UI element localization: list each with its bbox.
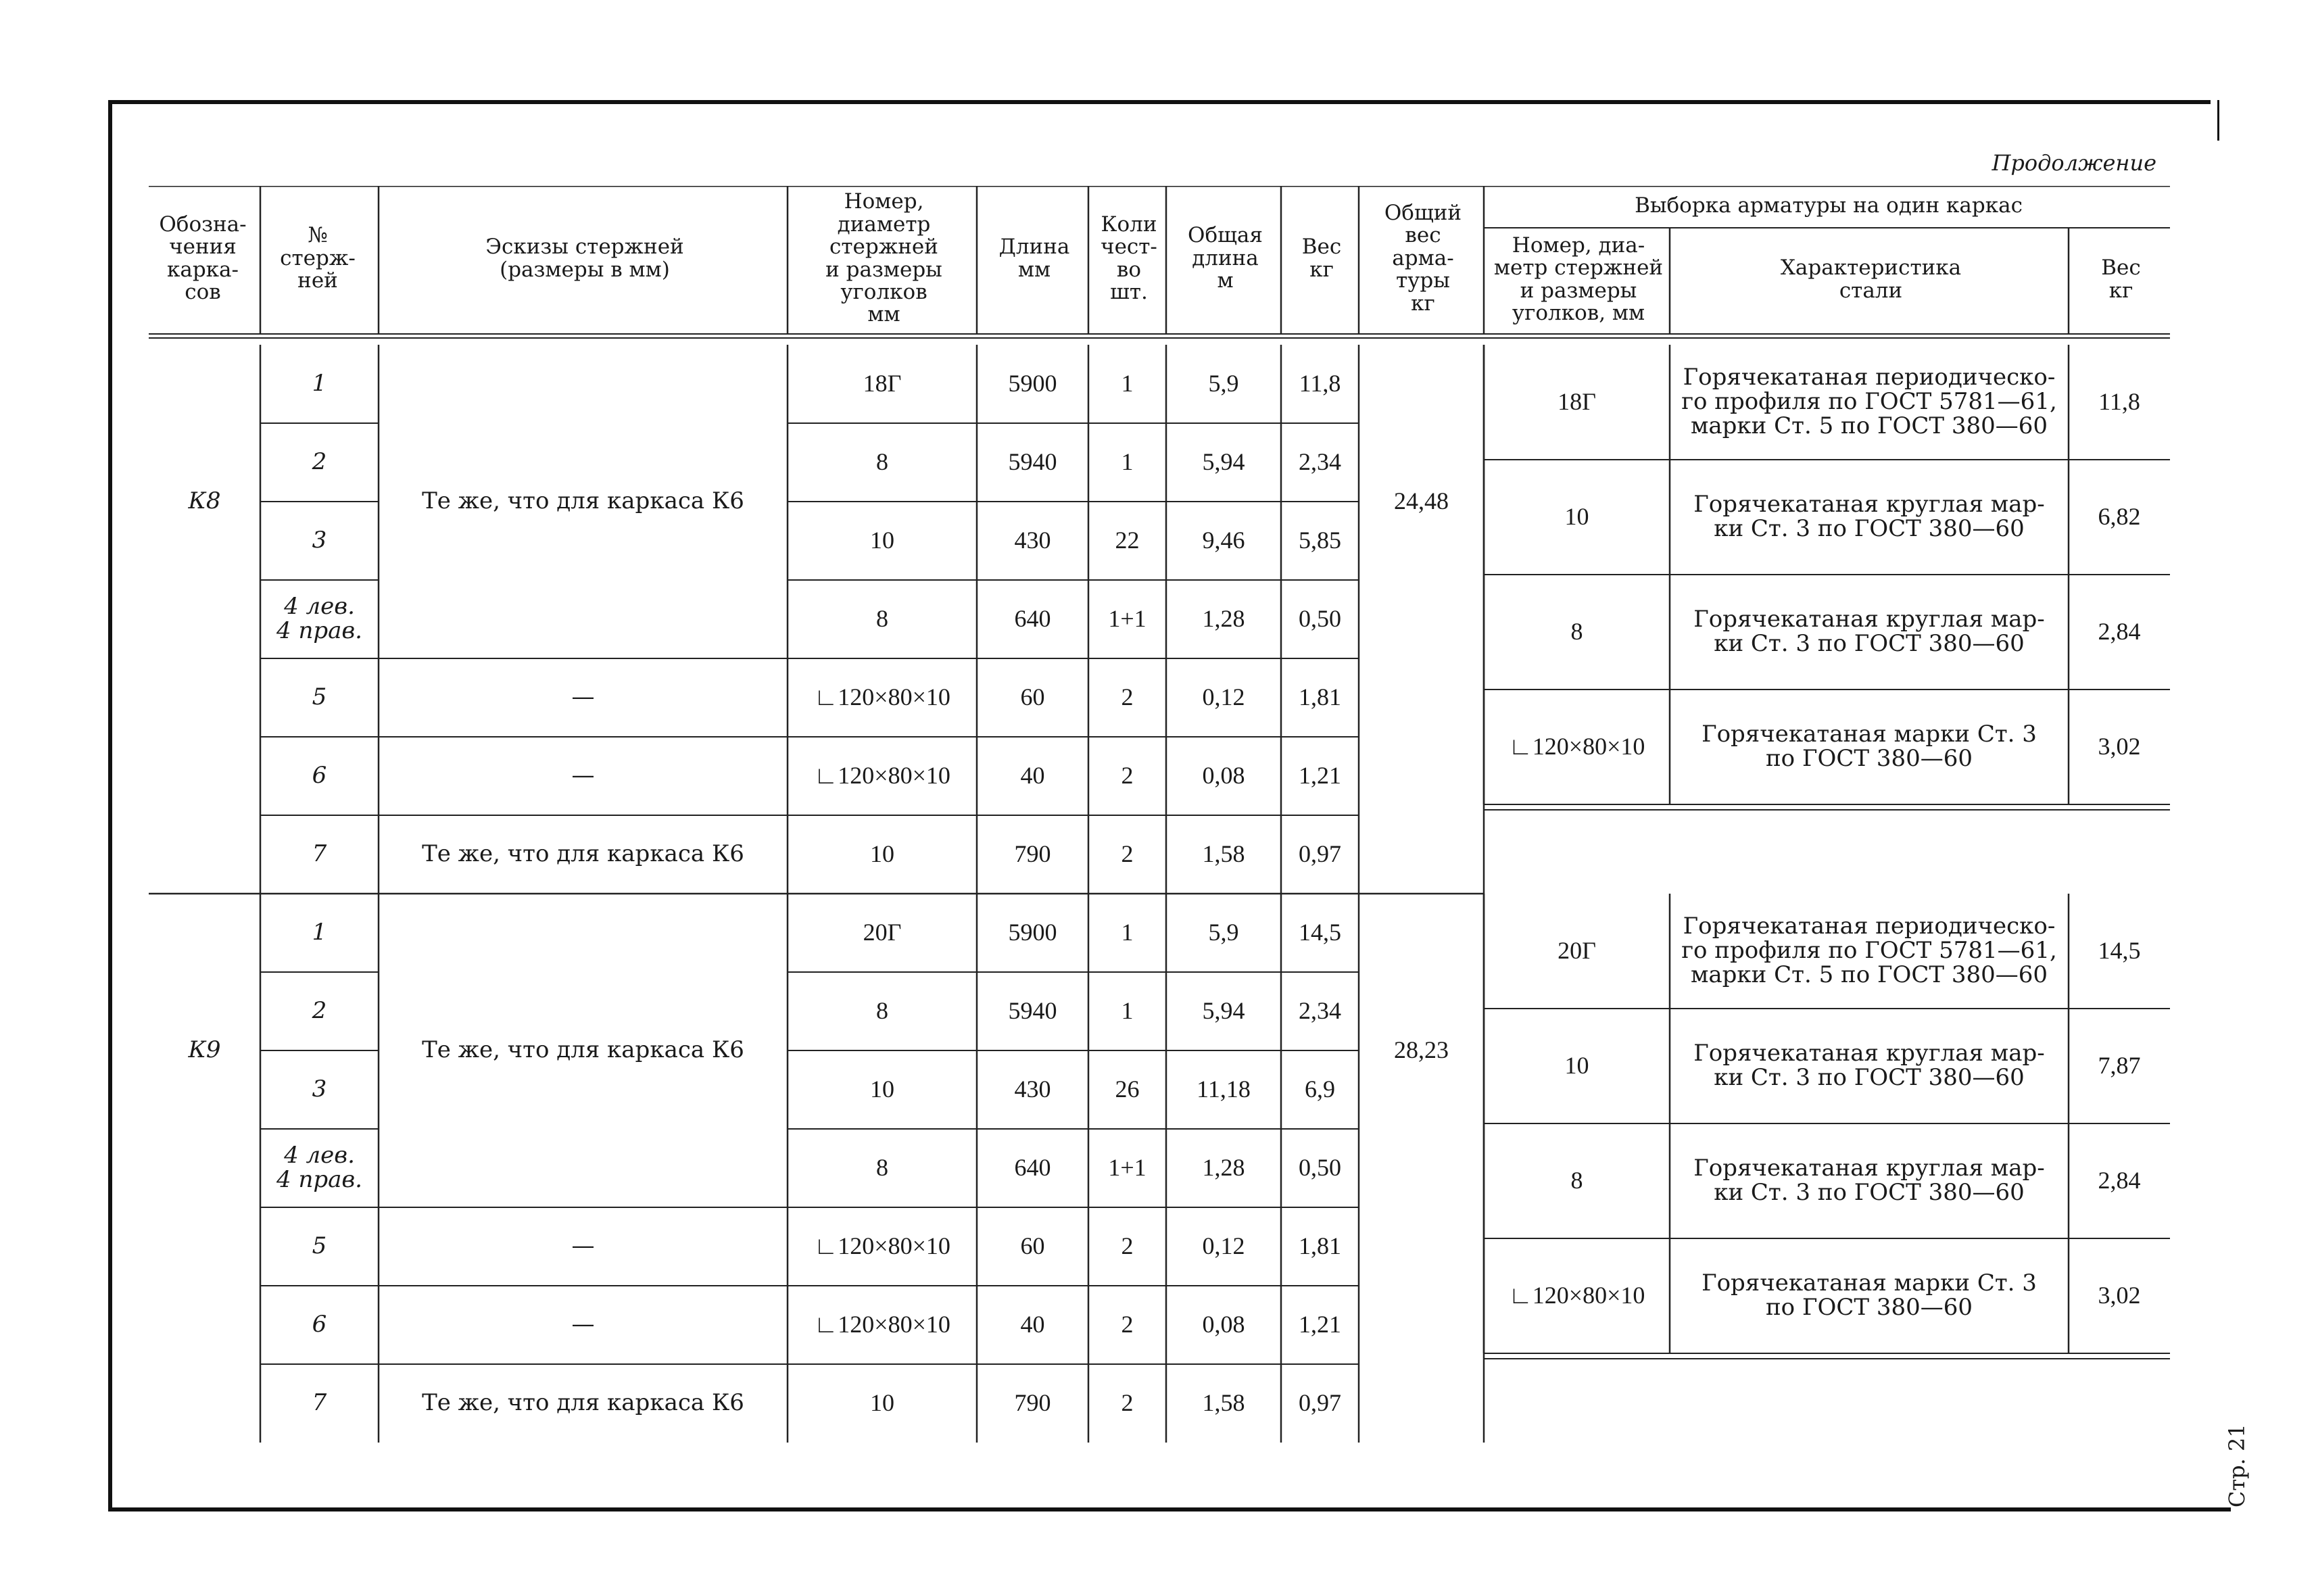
bar-length: 5900 <box>1008 919 1057 946</box>
bar-length: 60 <box>1020 683 1045 711</box>
bar-qty: 26 <box>1115 1075 1140 1103</box>
bar-total-length: 0,08 <box>1202 762 1245 790</box>
sketch-cell: — <box>571 1311 595 1338</box>
bar-weight: 11,8 <box>1299 370 1341 397</box>
bar-weight: 0,50 <box>1299 1154 1341 1182</box>
bar-qty: 22 <box>1115 527 1140 554</box>
sketch-cell: Те же, что для каркаса К6 <box>422 487 744 515</box>
selection-characteristic: Горячекатаная марки Ст. 3 по ГОСТ 380—60 <box>1702 1269 2037 1321</box>
sketch-cell: — <box>571 762 595 790</box>
header-qty: Коли чест- во шт. <box>1101 212 1157 304</box>
selection-weight: 2,84 <box>2098 618 2141 646</box>
bar-total-length: 1,28 <box>1202 1154 1245 1182</box>
selection-characteristic: Горячекатаная круглая мар- ки Ст. 3 по ГОСТ 380—60 <box>1693 491 2045 542</box>
selection-characteristic: Горячекатаная круглая мар- ки Ст. 3 по ГОСТ 380—60 <box>1693 1040 2045 1091</box>
selection-weight: 3,02 <box>2098 733 2141 760</box>
bar-length: 430 <box>1014 1075 1051 1103</box>
bar-number: 6 <box>312 1311 327 1338</box>
bar-total-length: 1,28 <box>1202 605 1245 633</box>
selection-number: 10 <box>1564 503 1589 531</box>
header-weight: Вес кг <box>1301 235 1342 282</box>
bar-qty: 1 <box>1121 448 1134 476</box>
bar-number: 4 лев. 4 прав. <box>276 1142 362 1193</box>
bar-number-size: ∟120×80×10 <box>814 1232 950 1260</box>
frame-total-weight: 28,23 <box>1394 1036 1449 1064</box>
sketch-cell: — <box>571 1232 595 1260</box>
bar-number-size: 8 <box>876 1154 888 1182</box>
header-sketch: Эскизы стержней (размеры в мм) <box>485 235 684 282</box>
sketch-cell: Те же, что для каркаса К6 <box>422 1389 744 1417</box>
selection-weight: 2,84 <box>2098 1167 2141 1194</box>
selection-weight: 3,02 <box>2098 1282 2141 1309</box>
bar-weight: 1,21 <box>1299 1311 1341 1338</box>
bar-qty: 2 <box>1121 1311 1134 1338</box>
bar-number-size: ∟120×80×10 <box>814 1311 950 1338</box>
page-number: Стр. 21 <box>2224 1424 2250 1507</box>
bar-length: 5940 <box>1008 448 1057 476</box>
bar-length: 5940 <box>1008 997 1057 1025</box>
frame-designation: К9 <box>188 1036 221 1064</box>
reinforcement-table <box>149 186 2170 1457</box>
selection-number: 8 <box>1570 1167 1583 1194</box>
header-selection: Выборка арматуры на один каркас <box>1635 193 2023 218</box>
bar-weight: 0,50 <box>1299 605 1341 633</box>
bar-number: 5 <box>312 683 327 711</box>
bar-qty: 1+1 <box>1108 1154 1147 1182</box>
frame-right-mark <box>2217 100 2219 141</box>
bar-length: 40 <box>1020 1311 1045 1338</box>
selection-number: 10 <box>1564 1052 1589 1080</box>
bar-length: 790 <box>1014 1389 1051 1417</box>
bar-number-size: ∟120×80×10 <box>814 762 950 790</box>
bar-number: 5 <box>312 1232 327 1260</box>
selection-number: ∟120×80×10 <box>1508 733 1645 760</box>
frame-total-weight: 24,48 <box>1394 487 1449 515</box>
bar-length: 5900 <box>1008 370 1057 397</box>
selection-characteristic: Горячекатаная периодическо- го профиля по ГОСТ 5781—61, марки Ст. 5 по ГОСТ 380—60 <box>1681 364 2057 439</box>
bar-length: 430 <box>1014 527 1051 554</box>
bar-qty: 2 <box>1121 1389 1134 1417</box>
bar-length: 640 <box>1014 1154 1051 1182</box>
header-length: Длина мм <box>998 235 1070 282</box>
sketch-cell: — <box>571 683 595 711</box>
bar-number: 1 <box>312 370 327 397</box>
continuation-label: Продолжение <box>1992 150 2156 176</box>
bar-total-length: 0,12 <box>1202 683 1245 711</box>
selection-characteristic: Горячекатаная круглая мар- ки Ст. 3 по ГОСТ 380—60 <box>1693 1155 2045 1206</box>
bar-total-length: 5,94 <box>1202 448 1245 476</box>
sketch-cell: Те же, что для каркаса К6 <box>422 840 744 868</box>
selection-number: 20Г <box>1558 937 1596 965</box>
selection-characteristic: Горячекатаная периодическо- го профиля по ГОСТ 5781—61, марки Ст. 5 по ГОСТ 380—60 <box>1681 913 2057 988</box>
bar-total-length: 1,58 <box>1202 1389 1245 1417</box>
header-bar-no: № стерж- ней <box>280 223 356 293</box>
bar-number-size: 8 <box>876 448 888 476</box>
bar-number: 4 лев. 4 прав. <box>276 593 362 644</box>
header-sel-weight: Вес кг <box>2101 256 2141 303</box>
selection-number: ∟120×80×10 <box>1508 1282 1645 1309</box>
bar-weight: 6,9 <box>1305 1075 1335 1103</box>
bar-total-length: 9,46 <box>1202 527 1245 554</box>
bar-number: 2 <box>312 997 327 1025</box>
selection-number: 8 <box>1570 618 1583 646</box>
bar-weight: 1,81 <box>1299 683 1341 711</box>
selection-weight: 14,5 <box>2098 937 2141 965</box>
sketch-cell: Те же, что для каркаса К6 <box>422 1036 744 1064</box>
bar-weight: 1,21 <box>1299 762 1341 790</box>
bar-number-size: 10 <box>870 527 894 554</box>
header-number: Номер, диаметр стержней и размеры уголков мм <box>825 189 942 327</box>
bar-number-size: 10 <box>870 840 894 868</box>
bar-length: 60 <box>1020 1232 1045 1260</box>
bar-qty: 1 <box>1121 370 1134 397</box>
bar-length: 790 <box>1014 840 1051 868</box>
bar-qty: 2 <box>1121 840 1134 868</box>
bar-total-length: 5,9 <box>1208 919 1239 946</box>
header-total-weight: Общий вес арма- туры кг <box>1384 200 1462 316</box>
bar-weight: 1,81 <box>1299 1232 1341 1260</box>
bar-total-length: 5,9 <box>1208 370 1239 397</box>
bar-number: 7 <box>312 1389 327 1417</box>
bar-length: 640 <box>1014 605 1051 633</box>
bar-number: 3 <box>312 527 327 554</box>
bar-qty: 2 <box>1121 762 1134 790</box>
header-designation: Обозна- чения карка- сов <box>159 212 247 304</box>
bar-weight: 2,34 <box>1299 448 1341 476</box>
bar-total-length: 0,12 <box>1202 1232 1245 1260</box>
frame-designation: К8 <box>188 487 221 515</box>
bar-number-size: 20Г <box>863 919 902 946</box>
bar-number-size: 10 <box>870 1389 894 1417</box>
bar-length: 40 <box>1020 762 1045 790</box>
bar-qty: 1 <box>1121 919 1134 946</box>
bar-number: 2 <box>312 448 327 476</box>
bar-total-length: 1,58 <box>1202 840 1245 868</box>
bar-qty: 1+1 <box>1108 605 1147 633</box>
frame-left-border <box>108 100 112 1512</box>
bar-weight: 2,34 <box>1299 997 1341 1025</box>
bar-total-length: 5,94 <box>1202 997 1245 1025</box>
selection-characteristic: Горячекатаная марки Ст. 3 по ГОСТ 380—60 <box>1702 721 2037 772</box>
bar-qty: 2 <box>1121 1232 1134 1260</box>
bar-weight: 0,97 <box>1299 1389 1341 1417</box>
bar-weight: 0,97 <box>1299 840 1341 868</box>
bar-number-size: ∟120×80×10 <box>814 683 950 711</box>
bar-number: 3 <box>312 1075 327 1103</box>
bar-number-size: 8 <box>876 997 888 1025</box>
frame-top-border <box>108 100 2211 104</box>
bar-number-size: 8 <box>876 605 888 633</box>
frame-bottom-border <box>108 1507 2231 1512</box>
header-sel-char: Характеристика стали <box>1780 256 1962 303</box>
header-total-length: Общая длина м <box>1188 223 1263 293</box>
bar-number: 7 <box>312 840 327 868</box>
bar-qty: 1 <box>1121 997 1134 1025</box>
bar-number: 1 <box>312 919 327 946</box>
bar-total-length: 11,18 <box>1197 1075 1251 1103</box>
bar-weight: 5,85 <box>1299 527 1341 554</box>
bar-total-length: 0,08 <box>1202 1311 1245 1338</box>
selection-characteristic: Горячекатаная круглая мар- ки Ст. 3 по ГОСТ 380—60 <box>1693 606 2045 657</box>
selection-weight: 6,82 <box>2098 503 2141 531</box>
selection-weight: 7,87 <box>2098 1052 2141 1080</box>
bar-weight: 14,5 <box>1299 919 1341 946</box>
header-sel-number: Номер, диа- метр стержней и размеры уголков, мм <box>1493 233 1664 325</box>
selection-weight: 11,8 <box>2098 388 2140 416</box>
bar-number-size: 18Г <box>863 370 902 397</box>
bar-qty: 2 <box>1121 683 1134 711</box>
bar-number-size: 10 <box>870 1075 894 1103</box>
bar-number: 6 <box>312 762 327 790</box>
selection-number: 18Г <box>1558 388 1596 416</box>
